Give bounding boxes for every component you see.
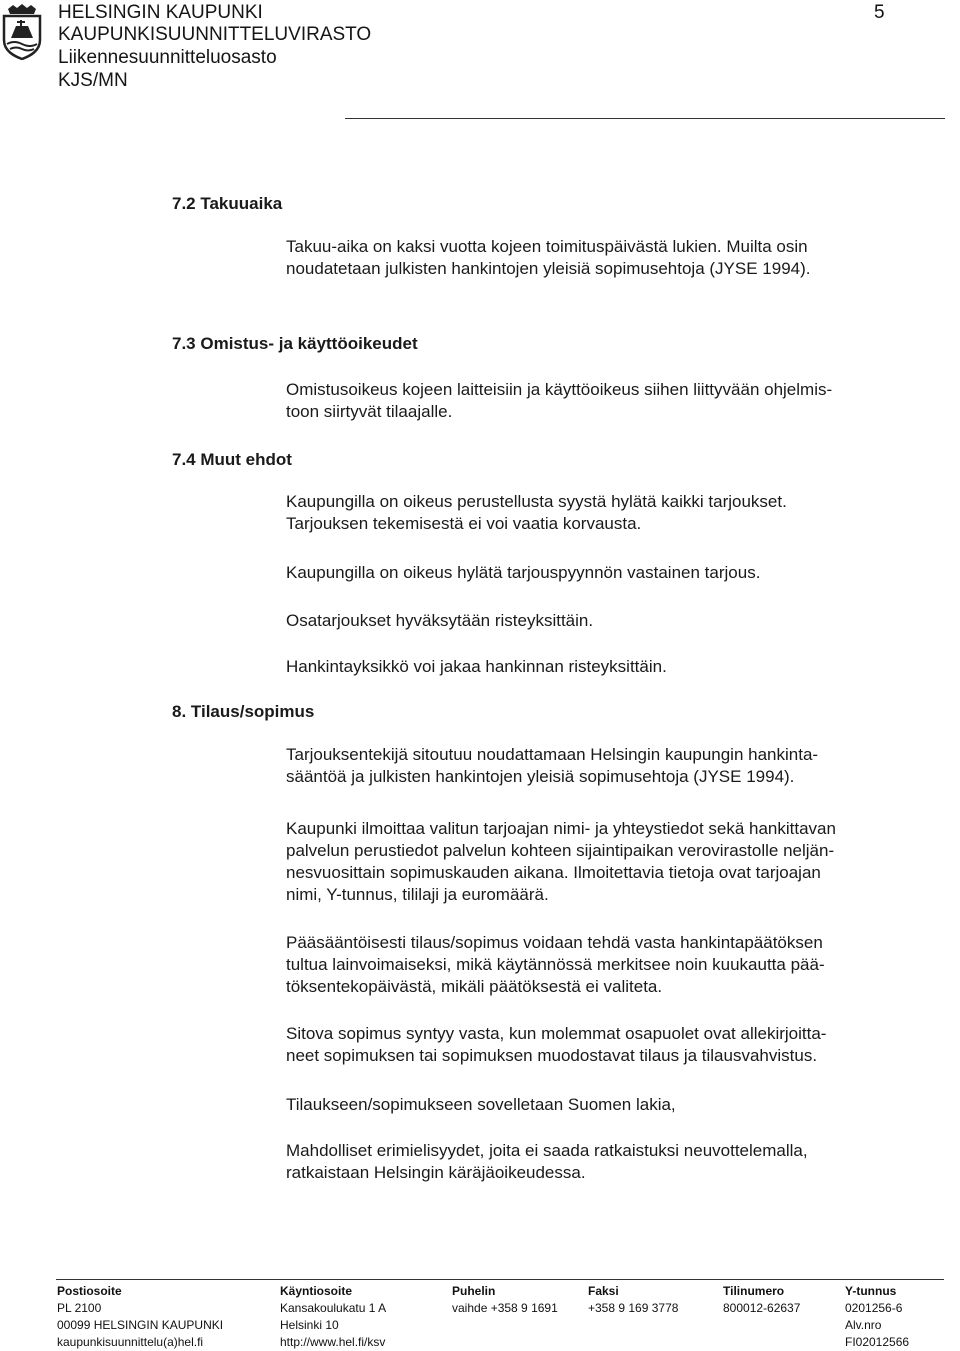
text-line: Tilaukseen/sopimukseen sovelletaan Suomen lakia,: [286, 1095, 676, 1114]
text-line: Kaupunki ilmoittaa valitun tarjoajan nimi- ja yhteystiedot sekä hankittavan: [286, 819, 836, 838]
text-line: toon siirtyvät tilaajalle.: [286, 402, 453, 421]
text-line: Tarjouksen tekemisestä ei voi vaatia korvausta.: [286, 514, 642, 533]
text-line: Mahdolliset erimielisyydet, joita ei saada ratkaistuksi neuvottelemalla,: [286, 1141, 808, 1160]
footer-value: FI02012566: [845, 1335, 910, 1349]
section-8-paragraph-6: [286, 1140, 808, 1184]
footer-label: Postiosoite: [57, 1284, 122, 1298]
footer-value: PL 2100: [57, 1301, 102, 1315]
footer-value: Kansakoulukatu 1 A: [280, 1301, 387, 1315]
section-heading-7-3: 7.3 Omistus- ja käyttöoikeudet: [172, 334, 418, 353]
text-line: Hankintayksikkö voi jakaa hankinnan risteyksittäin.: [286, 657, 667, 676]
text-line: Sitova sopimus syntyy vasta, kun molemmat osapuolet ovat allekirjoitta-: [286, 1024, 827, 1043]
text-line: Tarjouksentekijä sitoutuu noudattamaan Helsingin kaupungin hankinta-: [286, 745, 819, 764]
footer-value: kaupunkisuunnittelu(a)hel.fi: [57, 1335, 204, 1349]
section-7-2-paragraph: [286, 236, 811, 280]
footer-account-number: [723, 1283, 800, 1317]
text-line: nimi, Y-tunnus, tililaji ja euromäärä.: [286, 885, 549, 904]
footer-value: 800012-62637: [723, 1301, 801, 1315]
text-line: noudatetaan julkisten hankintojen yleisiä sopimusehtoja (JYSE 1994).: [286, 259, 811, 278]
section-7-4-paragraph-3: [286, 610, 593, 632]
footer-value: Alv.nro: [845, 1318, 882, 1332]
footer-business-id: [845, 1283, 909, 1351]
section-7-4-paragraph-2: [286, 562, 760, 584]
section-heading-8: 8. Tilaus/sopimus: [172, 702, 315, 721]
footer-divider: [56, 1279, 944, 1280]
footer-value: 0201256-6: [845, 1301, 903, 1315]
section-8-paragraph-3: [286, 932, 825, 998]
section-8-paragraph-4: [286, 1023, 826, 1067]
section-8-paragraph-2: [286, 818, 836, 906]
footer-visiting-address: [280, 1283, 386, 1351]
footer-value: Helsinki 10: [280, 1318, 339, 1332]
section-8-paragraph-5: [286, 1094, 676, 1116]
text-line: palvelun perustiedot palvelun kohteen sijaintipaikan verovirastolle neljän-: [286, 841, 835, 860]
text-line: sääntöä ja julkisten hankintojen yleisiä sopimusehtoja (JYSE 1994).: [286, 767, 795, 786]
footer-fax: [588, 1283, 678, 1317]
section-7-3-paragraph: [286, 379, 832, 423]
unit-name: Liikennesuunnitteluosasto: [58, 47, 277, 68]
text-line: Kaupungilla on oikeus hylätä tarjouspyynnön vastainen tarjous.: [286, 563, 761, 582]
footer-label: Puhelin: [452, 1284, 496, 1298]
page-number: 5: [874, 2, 885, 23]
footer-label: Faksi: [588, 1284, 619, 1298]
text-line: neet sopimuksen tai sopimuksen muodostavat tilaus ja tilausvahvistus.: [286, 1046, 818, 1065]
org-name: HELSINGIN KAUPUNKI: [58, 2, 263, 23]
footer-label: Y-tunnus: [845, 1284, 897, 1298]
section-8-paragraph-1: [286, 744, 818, 788]
footer-phone: [452, 1283, 558, 1317]
text-line: tultua lainvoimaiseksi, mikä käytännössä merkitsee noin kuukautta pää-: [286, 955, 825, 974]
footer-postal-address: [57, 1283, 223, 1351]
footer-value: +358 9 169 3778: [588, 1301, 679, 1315]
section-7-4-paragraph-1: [286, 491, 787, 535]
section-heading-7-2: 7.2 Takuuaika: [172, 194, 283, 213]
text-line: Pääsääntöisesti tilaus/sopimus voidaan tehdä vasta hankintapäätöksen: [286, 933, 823, 952]
header-divider: [345, 118, 945, 119]
footer-value: 00099 HELSINGIN KAUPUNKI: [57, 1318, 224, 1332]
text-line: ratkaistaan Helsingin käräjäoikeudessa.: [286, 1163, 586, 1182]
text-line: Omistusoikeus kojeen laitteisiin ja käyttöoikeus siihen liittyvään ohjelmis-: [286, 380, 833, 399]
department-name: KAUPUNKISUUNNITTELUVIRASTO: [58, 24, 372, 45]
text-line: Takuu-aika on kaksi vuotta kojeen toimituspäivästä lukien. Muilta osin: [286, 237, 808, 256]
footer-label: Käyntiosoite: [280, 1284, 353, 1298]
footer-value: vaihde +358 9 1691: [452, 1301, 558, 1315]
helsinki-crest-icon: [2, 4, 42, 60]
section-7-4-paragraph-4: [286, 656, 667, 678]
text-line: Kaupungilla on oikeus perustellusta syystä hylätä kaikki tarjoukset.: [286, 492, 787, 511]
text-line: nesvuosittain sopimuskauden aikana. Ilmoitettavia tietoja ovat tarjoajan: [286, 863, 821, 882]
text-line: Osatarjoukset hyväksytään risteyksittäin.: [286, 611, 594, 630]
text-line: töksentekopäivästä, mikäli päätöksestä ei valiteta.: [286, 977, 663, 996]
footer-value: http://www.hel.fi/ksv: [280, 1335, 386, 1349]
footer-label: Tilinumero: [723, 1284, 785, 1298]
reference-code: KJS/MN: [58, 70, 128, 91]
section-heading-7-4: 7.4 Muut ehdot: [172, 450, 292, 469]
